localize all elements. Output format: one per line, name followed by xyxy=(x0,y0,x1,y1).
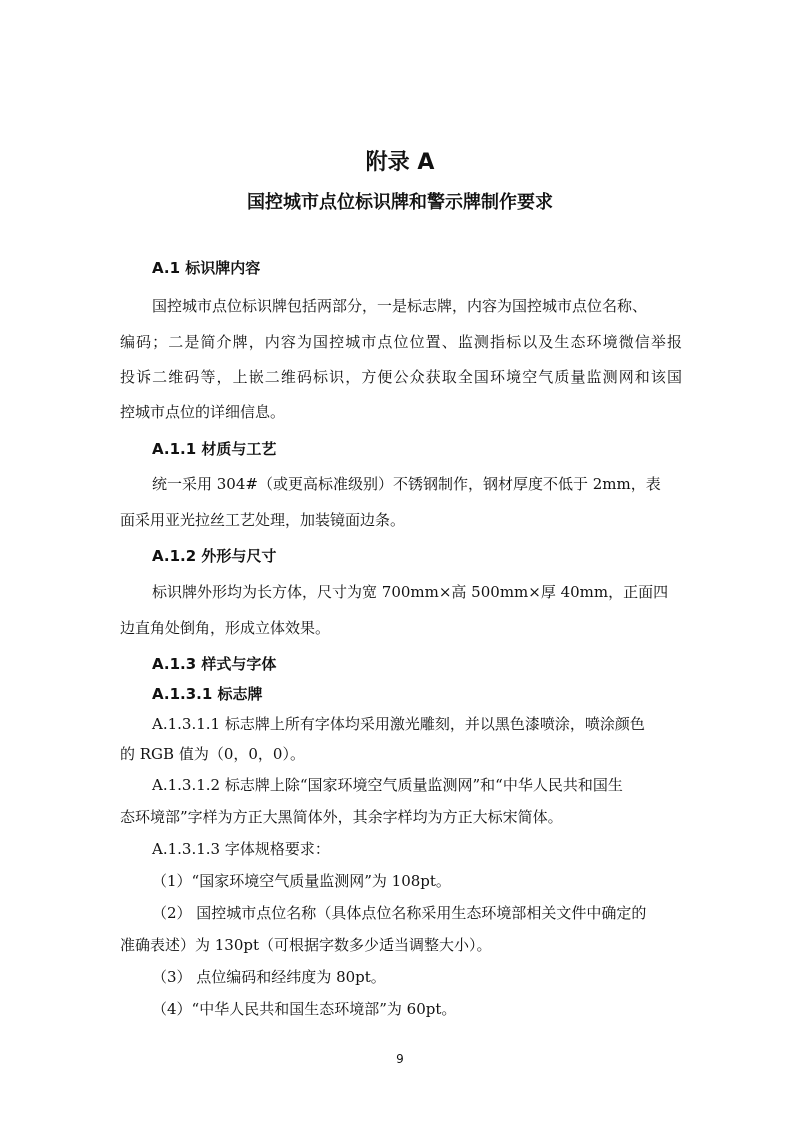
appendix-title: 附录 A xyxy=(365,150,435,175)
list-item: （4）“中华人民共和国生态环境部”为 60pt。 xyxy=(152,1000,457,1018)
appendix-subtitle: 国控城市点位标识牌和警示牌制作要求 xyxy=(247,192,553,213)
paragraph-line: 边直角处倒角，形成立体效果。 xyxy=(120,619,331,637)
paragraph-line: 投诉二维码等，上嵌二维码标识，方便公众获取全国环境空气质量监测网和该国 xyxy=(120,368,682,386)
list-item: （1）“国家环境空气质量监测网”为 108pt。 xyxy=(152,872,451,890)
page-number: 9 xyxy=(396,1052,404,1066)
paragraph-line: 态环境部”字样为方正大黑简体外，其余字样均为方正大标宋简体。 xyxy=(120,808,563,826)
list-item-continuation: 准确表述）为 130pt（可根据字数多少适当调整大小）。 xyxy=(120,936,492,954)
list-item: （2） 国控城市点位名称（具体点位名称采用生态环境部相关文件中确定的 xyxy=(152,904,647,922)
paragraph-line: 编码；二是简介牌，内容为国控城市点位位置、监测指标以及生态环境微信举报 xyxy=(120,333,682,351)
section-a13-heading: A.1.3 样式与字体 xyxy=(152,655,277,673)
list-item: （3） 点位编码和经纬度为 80pt。 xyxy=(152,968,386,986)
section-a12-heading: A.1.2 外形与尺寸 xyxy=(152,547,277,565)
paragraph-line: 统一采用 304#（或更高标准级别）不锈钢制作，钢材厚度不低于 2mm，表 xyxy=(152,475,661,493)
paragraph-line: 控城市点位的详细信息。 xyxy=(120,403,286,421)
paragraph-line: A.1.3.1.2 标志牌上除“国家环境空气质量监测网”和“中华人民共和国生 xyxy=(152,776,623,794)
section-a131-heading: A.1.3.1 标志牌 xyxy=(152,685,263,703)
section-a11-heading: A.1.1 材质与工艺 xyxy=(152,440,277,458)
section-a1-heading: A.1 标识牌内容 xyxy=(152,259,261,277)
paragraph-line: 国控城市点位标识牌包括两部分，一是标志牌，内容为国控城市点位名称、 xyxy=(152,297,648,315)
paragraph-line: 面采用亚光拉丝工艺处理，加装镜面边条。 xyxy=(120,511,406,529)
paragraph-line: 标识牌外形均为长方体，尺寸为宽 700mm×高 500mm×厚 40mm，正面四 xyxy=(152,583,669,601)
paragraph-line: A.1.3.1.3 字体规格要求： xyxy=(152,840,330,858)
paragraph-line: A.1.3.1.1 标志牌上所有字体均采用激光雕刻，并以黑色漆喷涂，喷涂颜色 xyxy=(152,715,645,733)
paragraph-line: 的 RGB 值为（0，0，0）。 xyxy=(120,745,305,763)
